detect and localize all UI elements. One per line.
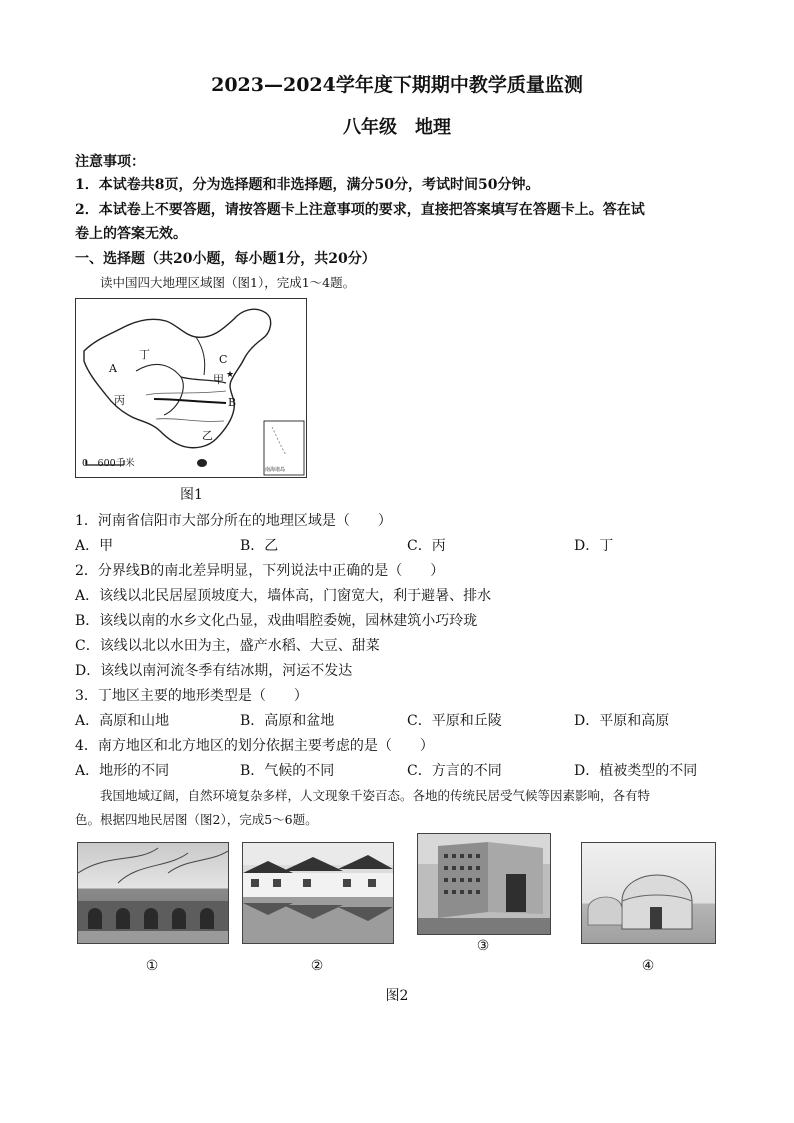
notice-item-2: 2．本试卷上不要答题，请按答题卡上注意事项的要求，直接把答案填写在答题卡上。答在试 bbox=[75, 202, 645, 218]
passage-2-line-1: 我国地域辽阔，自然环境复杂多样，人文现象千姿百态。各地的传统民居受气候等因素影响，各有特 bbox=[100, 788, 651, 803]
question-1-stem: 1．河南省信阳市大部分所在的地理区域是（ ） bbox=[75, 513, 392, 529]
notice-item-1: 1．本试卷共8页，分为选择题和非选择题，满分50分，考试时间50分钟。 bbox=[75, 177, 540, 193]
q2-option-d: D．该线以南河流冬季有结冰期，河运不发达 bbox=[75, 663, 353, 679]
figure1-map bbox=[75, 298, 307, 478]
photo-grape-drying-house bbox=[417, 833, 551, 935]
photo-label-1: ① bbox=[145, 958, 159, 974]
map-label-yi: 乙 bbox=[202, 429, 213, 442]
section-heading: 一、选择题（共20小题，每小题1分，共20分） bbox=[75, 251, 376, 267]
yurt-icon bbox=[582, 843, 715, 943]
photo-cave-dwelling bbox=[77, 842, 229, 944]
notice-heading: 注意事项： bbox=[75, 154, 145, 170]
photo-label-3: ③ bbox=[476, 938, 490, 954]
figure1-caption: 图1 bbox=[180, 487, 203, 503]
map-label-bing: 丙 bbox=[114, 394, 125, 407]
q1-option-d: D．丁 bbox=[574, 538, 614, 554]
water-town-icon bbox=[243, 843, 393, 943]
china-map-icon bbox=[76, 299, 306, 477]
question-4-stem: 4．南方地区和北方地区的划分依据主要考虑的是（ ） bbox=[75, 738, 434, 754]
photo-water-town bbox=[242, 842, 394, 944]
q3-option-c: C．平原和丘陵 bbox=[407, 713, 502, 729]
exam-title: 2023—2024学年度下期期中教学质量监测 bbox=[211, 74, 583, 96]
q3-option-b: B．高原和盆地 bbox=[240, 713, 335, 729]
q2-option-a: A．该线以北民居屋顶坡度大，墙体高，门窗宽大，利于避暑、排水 bbox=[75, 588, 492, 604]
q2-option-c: C．该线以北以水田为主，盛产水稻、大豆、甜菜 bbox=[75, 638, 380, 654]
question-2-stem: 2．分界线B的南北差异明显，下列说法中正确的是（ ） bbox=[75, 563, 445, 579]
photo-label-4: ④ bbox=[641, 958, 655, 974]
map-label-A: A bbox=[109, 362, 117, 375]
section-intro: 读中国四大地理区域图（图1），完成1～4题。 bbox=[100, 275, 356, 290]
q3-option-a: A．高原和山地 bbox=[75, 713, 170, 729]
q1-option-a: A．甲 bbox=[75, 538, 114, 554]
map-label-ding: 丁 bbox=[139, 348, 150, 361]
question-3-stem: 3．丁地区主要的地形类型是（ ） bbox=[75, 688, 308, 704]
exam-subtitle: 八年级 地理 bbox=[343, 117, 451, 138]
figure2-caption: 图2 bbox=[385, 988, 409, 1004]
photo-yurt bbox=[581, 842, 716, 944]
svg-text:★: ★ bbox=[226, 370, 235, 380]
map-scale: 0 600千米 bbox=[82, 458, 135, 469]
q1-option-c: C．丙 bbox=[407, 538, 446, 554]
map-label-jia: 甲 bbox=[213, 373, 224, 386]
map-inset-label: 南海诸岛 bbox=[265, 467, 286, 473]
q4-option-a: A．地形的不同 bbox=[75, 763, 170, 779]
passage-2-line-2: 色。根据四地民居图（图2），完成5～6题。 bbox=[75, 812, 318, 827]
q2-option-b: B．该线以南的水乡文化凸显，戏曲唱腔委婉，园林建筑小巧玲珑 bbox=[75, 613, 478, 629]
cave-dwelling-icon bbox=[78, 843, 228, 943]
q1-option-b: B．乙 bbox=[240, 538, 279, 554]
q4-option-b: B．气候的不同 bbox=[240, 763, 335, 779]
q4-option-c: C．方言的不同 bbox=[407, 763, 502, 779]
notice-item-2-cont: 卷上的答案无效。 bbox=[75, 226, 187, 242]
q3-option-d: D．平原和高原 bbox=[574, 713, 670, 729]
map-label-C: C bbox=[219, 353, 228, 366]
map-label-B: B bbox=[228, 396, 237, 409]
photo-label-2: ② bbox=[310, 958, 324, 974]
drying-house-icon bbox=[418, 834, 550, 934]
q4-option-d: D．植被类型的不同 bbox=[574, 763, 698, 779]
